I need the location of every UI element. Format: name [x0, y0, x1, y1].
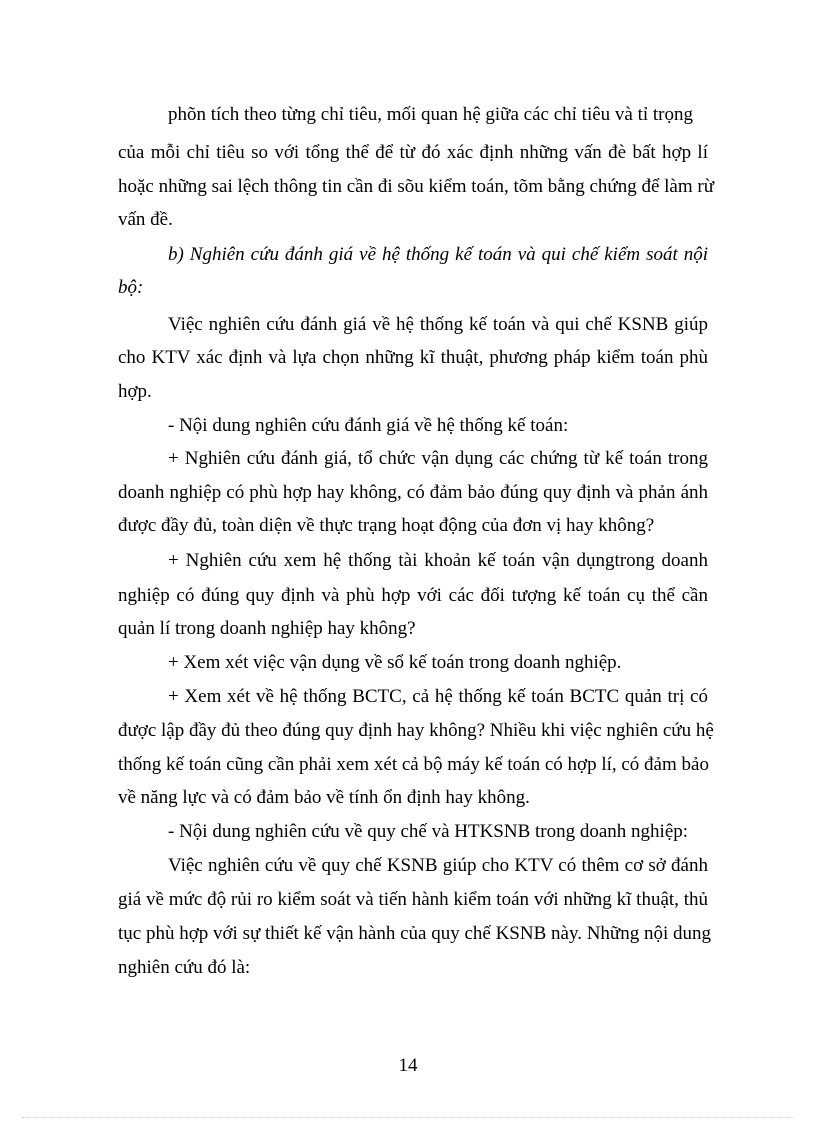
text-line: nghiên cứu đó là: — [118, 957, 251, 978]
text-line: phõn tích theo từng chỉ tiêu, mối quan hệ giữa các chỉ tiêu và tỉ trọng — [168, 104, 694, 125]
text-line: hợp. — [118, 381, 152, 402]
text-line: cho KTV xác định và lựa chọn những kĩ thuật, phương pháp kiểm toán phù — [118, 347, 708, 368]
text-line: vấn đề. — [118, 209, 173, 230]
text-line: hoặc những sai lệch thông tin cần đi sõu kiểm toán, tõm bằng chứng để làm rừ — [118, 176, 715, 197]
text-line: + Nghiên cứu đánh giá, tổ chức vận dụng các chứng từ kế toán trong — [168, 448, 708, 469]
text-line: của mỗi chỉ tiêu so với tổng thể để từ đó xác định những vấn đè bất hợp lí — [118, 142, 708, 163]
text-line: + Nghiên cứu xem hệ thống tài khoản kế toán vận dụngtrong doanh — [168, 550, 708, 571]
footer-divider — [22, 1117, 794, 1118]
text-line: về năng lực và có đảm bảo về tính ổn định hay không. — [118, 787, 530, 808]
text-line: tục phù hợp với sự thiết kế vận hành của quy chế KSNB này. Những nội dung — [118, 923, 712, 944]
text-line: Việc nghiên cứu về quy chế KSNB giúp cho KTV có thêm cơ sở đánh — [168, 855, 708, 876]
text-line: nghiệp có đúng quy định và phù hợp với các đối tượng kế toán cụ thể cần — [118, 585, 708, 606]
text-line: + Xem xét về hệ thống BCTC, cả hệ thống kế toán BCTC quản trị có — [168, 686, 708, 707]
section-heading-line: bộ: — [118, 277, 144, 298]
text-line: Việc nghiên cứu đánh giá về hệ thống kế toán và qui chế KSNB giúp — [168, 314, 708, 335]
text-line: được đầy đủ, toàn diện về thực trạng hoạt động của đơn vị hay không? — [118, 515, 655, 536]
text-line: - Nội dung nghiên cứu về quy chế và HTKSNB trong doanh nghiệp: — [168, 821, 689, 842]
text-line: - Nội dung nghiên cứu đánh giá về hệ thống kế toán: — [168, 415, 569, 436]
text-line: quản lí trong doanh nghiệp hay không? — [118, 618, 416, 639]
text-line: giá về mức độ rủi ro kiểm soát và tiến hành kiểm toán với những kĩ thuật, thủ — [118, 889, 708, 910]
text-line: + Xem xét việc vận dụng về sổ kế toán trong doanh nghiệp. — [168, 652, 622, 673]
text-line: doanh nghiệp có phù hợp hay không, có đảm bảo đúng quy định và phản ánh — [118, 482, 708, 503]
page-number: 14 — [398, 1055, 418, 1076]
section-heading-line: b) Nghiên cứu đánh giá về hệ thống kế toán và qui chế kiểm soát nội — [168, 244, 708, 265]
text-line: thống kế toán cũng cần phải xem xét cả bộ máy kế toán có hợp lí, có đảm bảo — [118, 754, 709, 775]
text-line: được lập đầy đủ theo đúng quy định hay không? Nhiều khi việc nghiên cứu hệ — [118, 720, 714, 741]
